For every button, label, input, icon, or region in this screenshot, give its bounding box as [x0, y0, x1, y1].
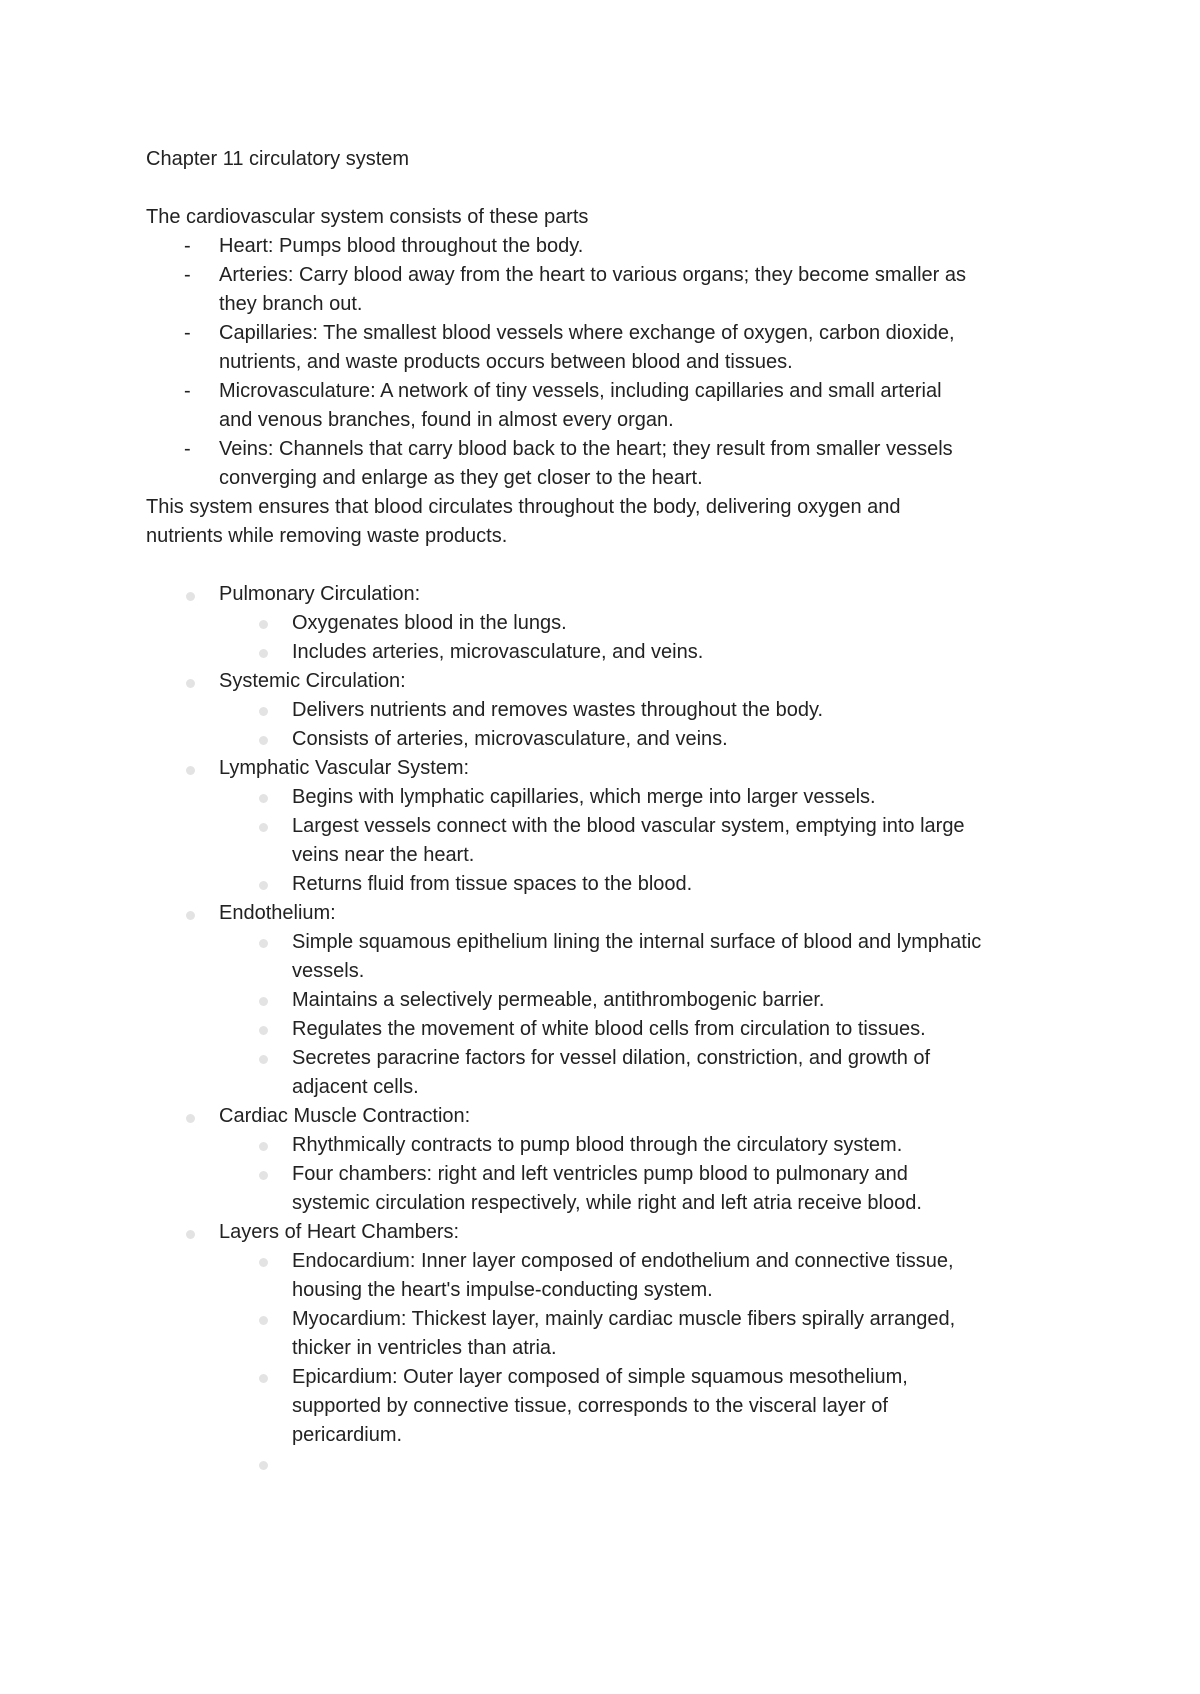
part-item: [146, 377, 1066, 435]
bullet-icon: [186, 1230, 195, 1239]
sub-item-text-line: housing the heart's impulse-conducting system.: [292, 1279, 713, 1301]
topic-label: Cardiac Muscle Contraction:: [219, 1105, 471, 1127]
bullet-icon: [186, 1114, 195, 1123]
bullet-icon: [259, 736, 268, 745]
sub-item-text-line: Begins with lymphatic capillaries, which merge into larger vessels.: [292, 786, 876, 808]
topic-label: Systemic Circulation:: [219, 670, 406, 692]
bullet-icon: [259, 997, 268, 1006]
sub-item: [219, 783, 1066, 812]
topic-label: Layers of Heart Chambers:: [219, 1221, 460, 1243]
part-item: [146, 232, 1066, 261]
sub-item-text-line: vessels.: [292, 960, 365, 982]
sub-item-text-line: Secretes paracrine factors for vessel dilation, constriction, and growth of: [292, 1047, 931, 1069]
bullet-icon: [259, 794, 268, 803]
cardiovascular-parts-list: [146, 232, 1066, 493]
sub-item: [219, 1450, 1066, 1481]
document-title: Chapter 11 circulatory system: [146, 148, 410, 170]
sub-item-text-line: veins near the heart.: [292, 844, 475, 866]
dash-marker: -: [184, 235, 191, 257]
part-text-line: Arteries: Carry blood away from the heart to various organs; they become smaller as: [219, 264, 966, 286]
sub-item-text-line: Largest vessels connect with the blood vascular system, emptying into large: [292, 815, 965, 837]
bullet-icon: [186, 592, 195, 601]
bullet-icon: [259, 620, 268, 629]
topic-item: [146, 1218, 1066, 1481]
bullet-icon: [259, 1026, 268, 1035]
summary-line: nutrients while removing waste products.: [146, 525, 508, 547]
sub-item: [219, 725, 1066, 754]
part-item: [146, 319, 1066, 377]
sub-item: [219, 1044, 1066, 1102]
topic-item: [146, 1102, 1066, 1218]
sub-item-text-line: Consists of arteries, microvasculature, and veins.: [292, 728, 728, 750]
topic-item: [146, 580, 1066, 667]
sub-item-text-line: Delivers nutrients and removes wastes throughout the body.: [292, 699, 824, 721]
part-text-line: and venous branches, found in almost every organ.: [219, 409, 674, 431]
sub-item-text-line: Maintains a selectively permeable, antithrombogenic barrier.: [292, 989, 825, 1011]
sub-item: [219, 1247, 1066, 1305]
bullet-icon: [259, 1171, 268, 1180]
sub-item-text-line: Oxygenates blood in the lungs.: [292, 612, 567, 634]
topic-sub-list: [219, 1247, 1066, 1481]
summary-line: This system ensures that blood circulates throughout the body, delivering oxygen and: [146, 496, 901, 518]
bullet-icon: [186, 679, 195, 688]
topic-label: Endothelium:: [219, 902, 336, 924]
topic-label: Pulmonary Circulation:: [219, 583, 421, 605]
sub-item-text-line: Endocardium: Inner layer composed of endothelium and connective tissue,: [292, 1250, 954, 1272]
part-text-line: they branch out.: [219, 293, 363, 315]
bullet-icon: [186, 766, 195, 775]
bullet-icon: [259, 823, 268, 832]
sub-item-text-line: Epicardium: Outer layer composed of simple squamous mesothelium,: [292, 1366, 908, 1388]
part-text-line: nutrients, and waste products occurs between blood and tissues.: [219, 351, 793, 373]
part-text-line: Veins: Channels that carry blood back to the heart; they result from smaller vessels: [219, 438, 953, 460]
topic-sub-list: [219, 783, 1066, 899]
dash-marker: -: [184, 438, 191, 460]
topics-list: [146, 580, 1066, 1481]
sub-item-text-line: adjacent cells.: [292, 1076, 419, 1098]
summary-paragraph: [146, 493, 1066, 551]
bullet-icon: [259, 707, 268, 716]
bullet-icon: [259, 1461, 268, 1470]
bullet-icon: [259, 1055, 268, 1064]
sub-item: [219, 870, 1066, 899]
sub-item: [219, 1305, 1066, 1363]
bullet-icon: [259, 881, 268, 890]
sub-item: [219, 1363, 1066, 1450]
document-page: [146, 145, 1066, 1481]
part-text-line: converging and enlarge as they get closer to the heart.: [219, 467, 703, 489]
topic-item: [146, 754, 1066, 899]
sub-item-text-line: Four chambers: right and left ventricles pump blood to pulmonary and: [292, 1163, 908, 1185]
sub-item-text-line: Regulates the movement of white blood cells from circulation to tissues.: [292, 1018, 926, 1040]
part-item: [146, 261, 1066, 319]
sub-item: [219, 1160, 1066, 1218]
sub-item: [219, 986, 1066, 1015]
topic-sub-list: [219, 928, 1066, 1102]
bullet-icon: [259, 1316, 268, 1325]
sub-item: [219, 638, 1066, 667]
dash-marker: -: [184, 322, 191, 344]
part-text-line: Capillaries: The smallest blood vessels where exchange of oxygen, carbon dioxide,: [219, 322, 955, 344]
intro-text: The cardiovascular system consists of these parts: [146, 206, 589, 228]
sub-item-text-line: Includes arteries, microvasculature, and veins.: [292, 641, 704, 663]
sub-item: [219, 928, 1066, 986]
sub-item: [219, 812, 1066, 870]
dash-marker: -: [184, 264, 191, 286]
bullet-icon: [259, 1374, 268, 1383]
dash-marker: -: [184, 380, 191, 402]
sub-item-text-line: pericardium.: [292, 1424, 403, 1446]
sub-item-text-line: thicker in ventricles than atria.: [292, 1337, 557, 1359]
part-item: [146, 435, 1066, 493]
bullet-icon: [186, 911, 195, 920]
sub-item-text-line: Myocardium: Thickest layer, mainly cardiac muscle fibers spirally arranged,: [292, 1308, 956, 1330]
sub-item: [219, 1015, 1066, 1044]
topic-item: [146, 667, 1066, 754]
sub-item: [219, 696, 1066, 725]
sub-item-text-line: Rhythmically contracts to pump blood through the circulatory system.: [292, 1134, 903, 1156]
sub-item: [219, 1131, 1066, 1160]
topic-item: [146, 899, 1066, 1102]
sub-item-text-line: Simple squamous epithelium lining the internal surface of blood and lymphatic: [292, 931, 982, 953]
bullet-icon: [259, 1142, 268, 1151]
bullet-icon: [259, 939, 268, 948]
spacer: [146, 551, 1066, 580]
sub-item-text-line: supported by connective tissue, corresponds to the visceral layer of: [292, 1395, 888, 1417]
topic-sub-list: [219, 1131, 1066, 1218]
part-text-line: Microvasculature: A network of tiny vessels, including capillaries and small arterial: [219, 380, 942, 402]
sub-item-text-line: systemic circulation respectively, while right and left atria receive blood.: [292, 1192, 922, 1214]
topic-sub-list: [219, 696, 1066, 754]
sub-item: [219, 609, 1066, 638]
bullet-icon: [259, 649, 268, 658]
topic-label: Lymphatic Vascular System:: [219, 757, 470, 779]
topic-sub-list: [219, 609, 1066, 667]
sub-item-text-line: Returns fluid from tissue spaces to the blood.: [292, 873, 693, 895]
part-text-line: Heart: Pumps blood throughout the body.: [219, 235, 584, 257]
bullet-icon: [259, 1258, 268, 1267]
